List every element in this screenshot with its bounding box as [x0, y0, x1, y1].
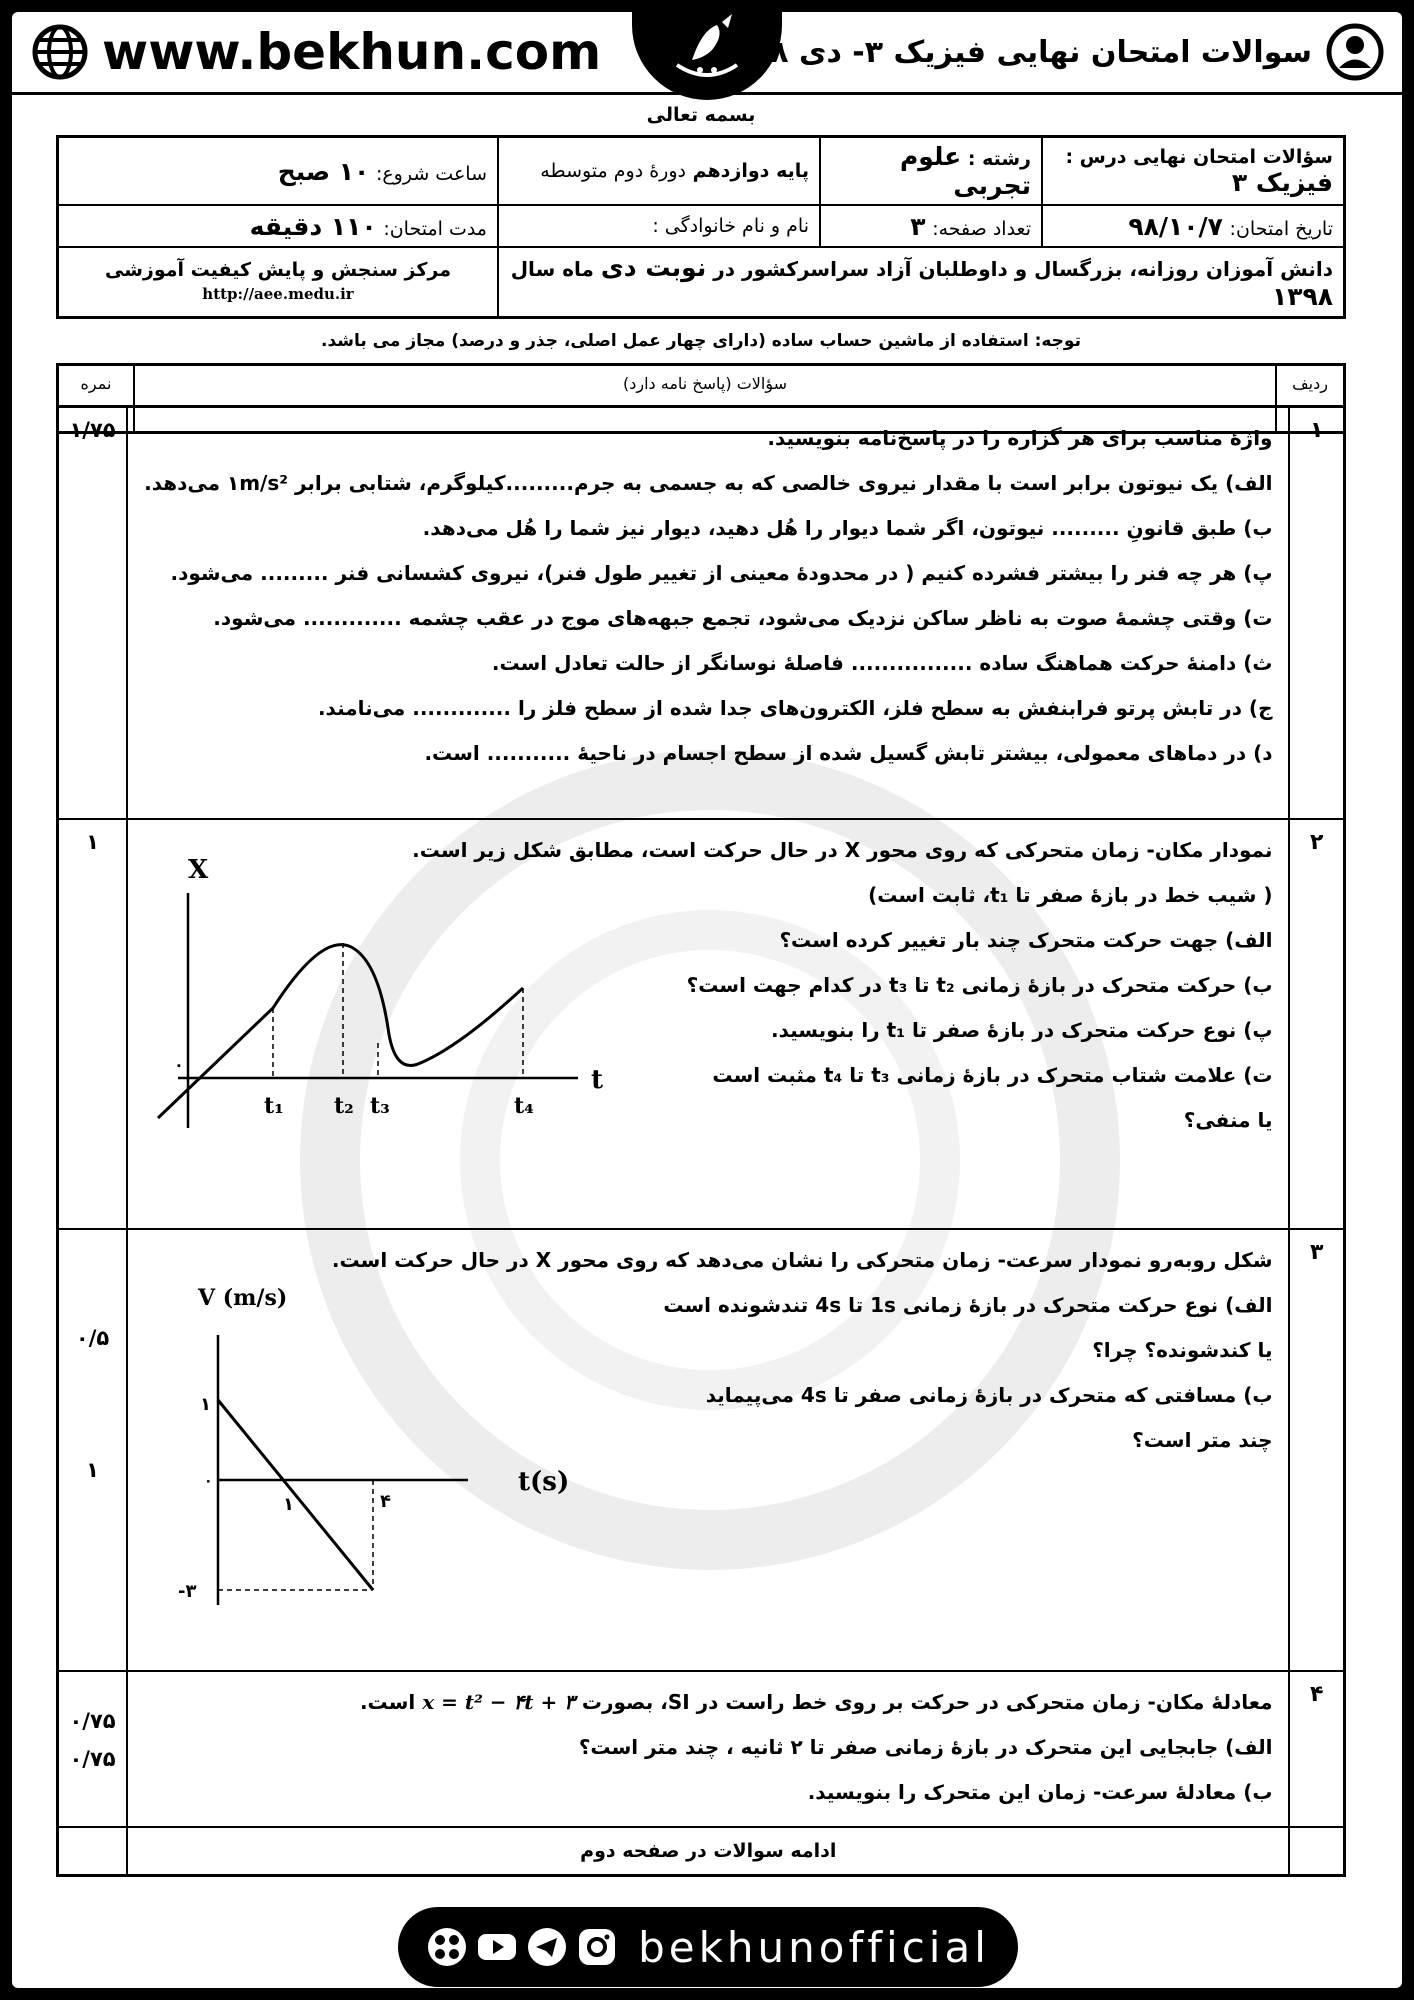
q2-line: ب) حرکت متحرک در بازهٔ زمانی t₂ تا t₃ در کدام جهت است؟: [686, 972, 1273, 997]
q1-line: الف) یک نیوتون برابر است با مقدار نیروی خالصی که به جسمی به جرم.........کیلوگرم، شتابی برابر ۱m/s² می‌دهد.: [144, 471, 1273, 495]
question-4-scores: [58, 1671, 128, 1827]
q2-line: ( شیب خط در بازهٔ صفر تا t₁، ثابت است): [868, 882, 1273, 907]
bismillah: بسمه تعالی: [646, 104, 756, 126]
q1-line: پ) هر چه فنر را بیشتر فشرده کنیم ( در محدودهٔ معینی از تغییر طول فنر)، نیروی کشسانی فنر ......... می‌شود.: [170, 561, 1273, 585]
question-4-row: [58, 1671, 1345, 1827]
question-1-row: [58, 407, 1345, 819]
q2-line: نمودار مکان- زمان متحرکی که روی محور X در حال حرکت است، مطابق شکل زیر است.: [412, 837, 1273, 862]
graph-y-top-label: ۱: [200, 1393, 212, 1415]
q3-line: الف) نوع حرکت متحرک در بازهٔ زمانی 1s تا 4s تندشونده است: [663, 1292, 1273, 1317]
q4-line: ب) معادلهٔ سرعت- زمان این متحرک را بنویسید.: [807, 1779, 1273, 1804]
exam-title-block: [752, 22, 1384, 82]
question-number: ۳: [1289, 1229, 1344, 1671]
continue-note: ادامه سوالات در صفحه دوم: [127, 1827, 1289, 1876]
calculator-note: توجه: استفاده از ماشین حساب ساده (دارای چهار عمل اصلی، جذر و درصد) مجاز می باشد.: [321, 331, 1081, 351]
graph-x-axis-label: X: [188, 854, 209, 885]
question-2-body: [127, 819, 1289, 1229]
question-number: ۱: [1289, 407, 1344, 819]
center-cell: مرکز سنجش و پایش کیفیت آموزشی http://aee.medu.ir: [58, 247, 499, 318]
date-cell: تاریخ امتحان: ۹۸/۱۰/۷: [1042, 205, 1345, 247]
q3-line: یا کندشونده؟ چرا؟: [1092, 1337, 1273, 1362]
graph-tick-t1: t₁: [264, 1092, 284, 1119]
q4-line: الف) جابجایی این متحرک در بازهٔ زمانی صفر تا ۲ ثانیه ، چند متر است؟: [578, 1734, 1273, 1759]
field-cell: رشته : علوم تجربی: [820, 137, 1042, 206]
brand-logo-icon: [662, 10, 752, 90]
globe-icon: [32, 24, 88, 80]
exam-title: سوالات امتحان نهایی فیزیک ۳- دی ۹۸: [751, 34, 1312, 70]
question-3-score-a: ۰/۵: [75, 1325, 110, 1350]
exam-frame: [56, 95, 1346, 1862]
graph-origin-label: ۰: [204, 1472, 213, 1489]
q2-line: یا منفی؟: [1183, 1107, 1273, 1132]
question-number: ۴: [1289, 1671, 1344, 1827]
duration-cell: مدت امتحان: ۱۱۰ دقیقه: [58, 205, 499, 247]
q2-line: ت) علامت شتاب متحرک در بازهٔ زمانی t₃ تا t₄ مثبت است: [712, 1062, 1273, 1087]
website-text: www.bekhun.com: [102, 23, 602, 81]
question-3-row: [58, 1229, 1345, 1671]
youtube-icon[interactable]: [476, 1926, 518, 1968]
header-score-label: نمره: [58, 365, 135, 433]
q4-equation: x = t² − ۴t + ۳: [422, 1689, 575, 1714]
course-cell: سؤالات امتحان نهایی درس : فیزیک ۳: [1042, 137, 1345, 206]
graph-tick-t2: t₂: [334, 1092, 354, 1119]
grade-cell: پایه دوازدهم دورهٔ دوم متوسطه: [498, 137, 820, 206]
header-bar: [12, 12, 1402, 95]
question-1-score: ۱/۷۵: [58, 407, 128, 819]
graph-y-bottom-label: -۳: [178, 1580, 197, 1602]
graph-curve: [158, 944, 523, 1117]
session-cell: دانش آموزان روزانه، بزرگسال و داوطلبان آزاد سراسرکشور در نوبت دی ماه سال ۱۳۹۸: [498, 247, 1345, 318]
question-number: ۲: [1289, 819, 1344, 1229]
graph-x-one-label: ۱: [283, 1493, 295, 1515]
graph-t-axis-label: t: [591, 1064, 604, 1095]
question-2-score: ۱: [58, 819, 128, 1229]
pages-cell: تعداد صفحه: ۳: [820, 205, 1042, 247]
social-icons: [426, 1926, 618, 1968]
q1-line: واژهٔ مناسب برای هر گزاره را در پاسخ‌نامه بنویسید.: [767, 426, 1273, 450]
question-4-body: [127, 1671, 1289, 1827]
instagram-icon[interactable]: [576, 1926, 618, 1968]
q1-line: د) در دماهای معمولی، بیشتر تابش گسیل شده از سطح اجسام در ناحیهٔ ........... است.: [424, 741, 1273, 765]
q3-line: ب) مسافتی که متحرک در بازهٔ زمانی صفر تا 4s می‌پیماید: [705, 1382, 1273, 1407]
graph-v-axis-label: V (m/s): [198, 1284, 288, 1311]
website-link[interactable]: [32, 22, 601, 82]
q4-line: معادلهٔ مکان- زمان متحرکی در حرکت بر روی خط راست در SI، بصورت x = t² − ۴t + ۳ است.: [359, 1689, 1273, 1714]
center-url[interactable]: http://aee.medu.ir: [202, 285, 354, 303]
graph-tick-t3: t₃: [370, 1092, 390, 1119]
q2-line: پ) نوع حرکت متحرک در بازهٔ صفر تا t₁ را بنویسید.: [770, 1017, 1273, 1042]
question-2-row: [58, 819, 1345, 1229]
q3-line: چند متر است؟: [1132, 1427, 1273, 1452]
q1-line: ث) دامنهٔ حرکت هماهنگ ساده ................ فاصلهٔ نوسانگر از حالت تعادل است.: [491, 651, 1273, 675]
question-1-body: [127, 407, 1289, 819]
graph-velocity-line: [218, 1400, 373, 1590]
q1-line: ج) در تابش پرتو فرابنفش به سطح فلز، الکترون‌های جدا شده از سطح فلز را ............. می‌نامند.: [317, 696, 1273, 720]
question-3-scores: [58, 1229, 128, 1671]
q2-line: الف) جهت حرکت متحرک چند بار تغییر کرده است؟: [779, 927, 1273, 952]
header-row-label: ردیف: [1276, 365, 1345, 433]
start-time-cell: ساعت شروع: ۱۰ صبح: [58, 137, 499, 206]
question-4-score-a: ۰/۷۵: [69, 1708, 116, 1733]
exam-info-table: [56, 135, 1346, 319]
aparat-icon[interactable]: [426, 1926, 468, 1968]
q1-line: ت) وقتی چشمهٔ صوت به ناظر ساکن نزدیک می‌شود، تجمع جبهه‌های موج در عقب چشمه ............. می‌شود.: [213, 606, 1273, 630]
social-handle: bekhunofficial: [638, 1922, 990, 1972]
student-name-cell: نام و نام خانوادگی :: [498, 205, 820, 247]
header-questions-label: سؤالات (پاسخ نامه دارد): [134, 365, 1276, 433]
questions-table: [56, 405, 1346, 1877]
question-4-score-b: ۰/۷۵: [69, 1746, 116, 1771]
telegram-icon[interactable]: [526, 1926, 568, 1968]
user-avatar-icon: [1326, 23, 1384, 81]
position-time-graph: [138, 838, 604, 1138]
question-3-body: [127, 1229, 1289, 1671]
q1-line: ب) طبق قانونِ ......... نیوتون، اگر شما دیوار را هُل دهید، دیوار نیز شما را هُل می‌دهد.: [422, 516, 1273, 540]
graph-tick-t4: t₄: [514, 1092, 534, 1119]
continue-row: [58, 1827, 1345, 1876]
velocity-time-graph: [158, 1275, 598, 1615]
question-3-score-b: ۱: [86, 1457, 99, 1482]
graph-origin-label: ۰: [174, 1054, 184, 1074]
graph-t-axis-label: t(s): [518, 1466, 570, 1497]
social-bar[interactable]: [398, 1907, 1018, 1987]
q3-line: شکل روبه‌رو نمودار سرعت- زمان متحرکی را نشان می‌دهد که روی محور X در حال حرکت است.: [331, 1247, 1273, 1272]
graph-x-four-label: ۴: [380, 1490, 392, 1512]
